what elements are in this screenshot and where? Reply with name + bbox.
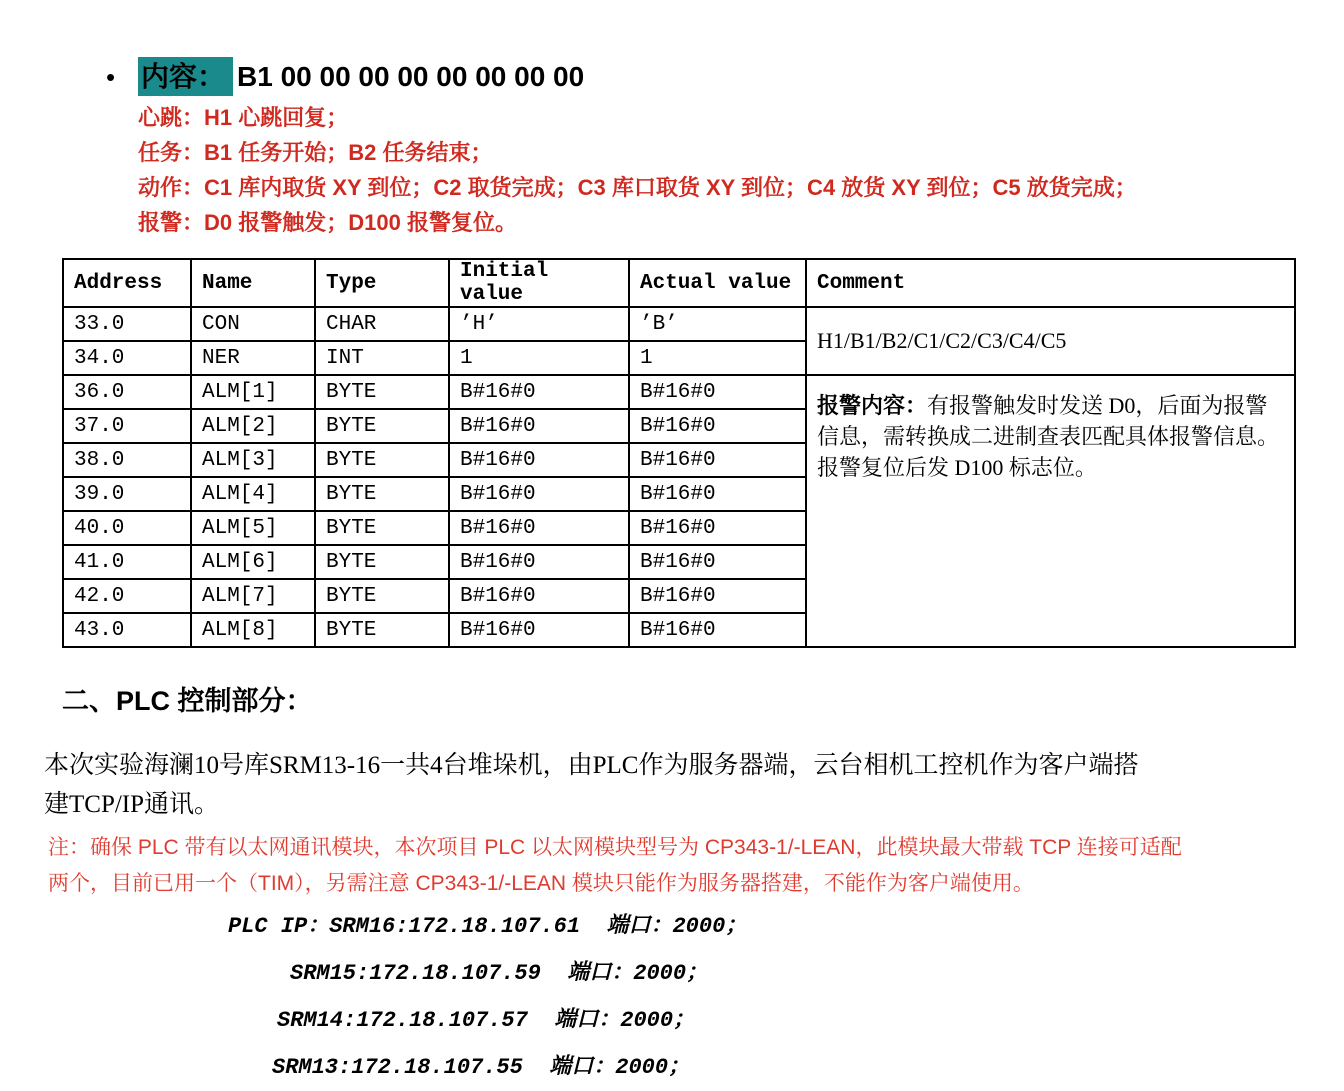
cell-address: 43.0 <box>63 613 191 647</box>
col-header-actual-value: Actual value <box>629 259 806 307</box>
col-header-initial-value: Initial value <box>449 259 629 307</box>
alarm-comment-text: 有报警触发时发送 D0，后面为报警信息，需转换成二进制查表匹配具体报警信息。 <box>817 393 1280 449</box>
action-note: 动作：C1 库内取货 XY 到位；C2 取货完成；C3 库口取货 XY 到位；C4 放货 XY 到位；C5 放货完成； <box>138 175 1137 200</box>
cell-initial: B#16#0 <box>449 613 629 647</box>
cell-type: CHAR <box>315 307 449 341</box>
bullet-list-item <box>106 56 1344 240</box>
cell-actual: ’B’ <box>629 307 806 341</box>
cell-actual: B#16#0 <box>629 409 806 443</box>
cell-name: ALM[8] <box>191 613 315 647</box>
cell-type: BYTE <box>315 375 449 409</box>
alarm-comment-paragraph <box>817 390 1284 452</box>
alarm-note: 报警：D0 报警触发；D100 报警复位。 <box>138 210 517 235</box>
col-header-address: Address <box>63 259 191 307</box>
cell-name: ALM[2] <box>191 409 315 443</box>
cell-type: BYTE <box>315 443 449 477</box>
cell-initial: B#16#0 <box>449 511 629 545</box>
cell-type: BYTE <box>315 545 449 579</box>
cell-type: INT <box>315 341 449 375</box>
cell-address: 37.0 <box>63 409 191 443</box>
cell-address: 36.0 <box>63 375 191 409</box>
table-row <box>63 375 1295 409</box>
content-title <box>138 56 1137 98</box>
cell-actual: B#16#0 <box>629 545 806 579</box>
comment-alarm-block <box>806 375 1295 647</box>
cell-type: BYTE <box>315 409 449 443</box>
cell-initial: 1 <box>449 341 629 375</box>
bullet-icon: • <box>106 62 116 92</box>
cell-actual: B#16#0 <box>629 477 806 511</box>
cell-type: BYTE <box>315 613 449 647</box>
cell-name: ALM[7] <box>191 579 315 613</box>
cell-name: ALM[5] <box>191 511 315 545</box>
cell-address: 42.0 <box>63 579 191 613</box>
cell-actual: B#16#0 <box>629 375 806 409</box>
cell-initial: B#16#0 <box>449 477 629 511</box>
content-label-highlight: 内容： <box>138 57 233 96</box>
cell-actual: B#16#0 <box>629 443 806 477</box>
cell-type: BYTE <box>315 579 449 613</box>
task-note: 任务：B1 任务开始；B2 任务结束； <box>138 140 493 165</box>
cell-name: CON <box>191 307 315 341</box>
cell-address: 34.0 <box>63 341 191 375</box>
cell-actual: B#16#0 <box>629 613 806 647</box>
protocol-notes <box>138 100 1137 240</box>
cell-type: BYTE <box>315 511 449 545</box>
cell-address: 33.0 <box>63 307 191 341</box>
red-note <box>48 830 1344 902</box>
plc-ip-srm15: SRM15:172.18.107.59 端口：2000； <box>290 961 709 986</box>
cell-initial: B#16#0 <box>449 545 629 579</box>
table-header-row <box>63 259 1295 307</box>
cell-address: 41.0 <box>63 545 191 579</box>
cell-actual: B#16#0 <box>629 511 806 545</box>
cell-initial: ’H’ <box>449 307 629 341</box>
red-note-line: 注：确保 PLC 带有以太网通讯模块，本次项目 PLC 以太网模块型号为 CP343-1/-LEAN，此模块最大带载 TCP 连接可适配 <box>48 836 1182 859</box>
cell-name: ALM[6] <box>191 545 315 579</box>
col-header-type: Type <box>315 259 449 307</box>
section-heading-plc-control: 二、PLC 控制部分： <box>62 686 313 716</box>
content-block <box>138 56 1137 240</box>
cell-address: 38.0 <box>63 443 191 477</box>
col-header-comment: Comment <box>806 259 1295 307</box>
body-paragraph <box>44 746 1344 824</box>
cell-initial: B#16#0 <box>449 375 629 409</box>
alarm-comment-reset-line: 报警复位后发 D100 标志位。 <box>817 455 1097 480</box>
plc-ip-srm14: SRM14:172.18.107.57 端口：2000； <box>277 1008 696 1033</box>
red-note-line: 两个，目前已用一个（TIM），另需注意 CP343-1/-LEAN 模块只能作为服务器搭建，不能作为客户端使用。 <box>48 872 1034 895</box>
cell-actual: 1 <box>629 341 806 375</box>
alarm-comment-label: 报警内容： <box>817 393 928 418</box>
plc-ip-list <box>0 912 1344 1083</box>
cell-initial: B#16#0 <box>449 409 629 443</box>
heartbeat-note: 心跳：H1 心跳回复； <box>138 105 349 130</box>
cell-type: BYTE <box>315 477 449 511</box>
cell-initial: B#16#0 <box>449 443 629 477</box>
cell-name: ALM[4] <box>191 477 315 511</box>
body-paragraph-line: 建TCP/IP通讯。 <box>44 791 220 818</box>
comment-con-ner: H1/B1/B2/C1/C2/C3/C4/C5 <box>806 307 1295 375</box>
cell-name: NER <box>191 341 315 375</box>
cell-address: 40.0 <box>63 511 191 545</box>
cell-address: 39.0 <box>63 477 191 511</box>
plc-ip-srm16: PLC IP：SRM16:172.18.107.61 端口：2000； <box>228 914 748 939</box>
cell-name: ALM[1] <box>191 375 315 409</box>
plc-variable-table <box>62 258 1296 648</box>
body-paragraph-line: 本次实验海澜10号库SRM13-16一共4台堆垛机，由PLC作为服务器端，云台相机工控机作为客户端搭 <box>44 752 1139 779</box>
plc-ip-srm13: SRM13:172.18.107.55 端口：2000； <box>272 1055 691 1080</box>
col-header-name: Name <box>191 259 315 307</box>
content-value: B1 00 00 00 00 00 00 00 00 <box>237 61 585 92</box>
cell-name: ALM[3] <box>191 443 315 477</box>
cell-initial: B#16#0 <box>449 579 629 613</box>
table-row <box>63 307 1295 341</box>
cell-actual: B#16#0 <box>629 579 806 613</box>
